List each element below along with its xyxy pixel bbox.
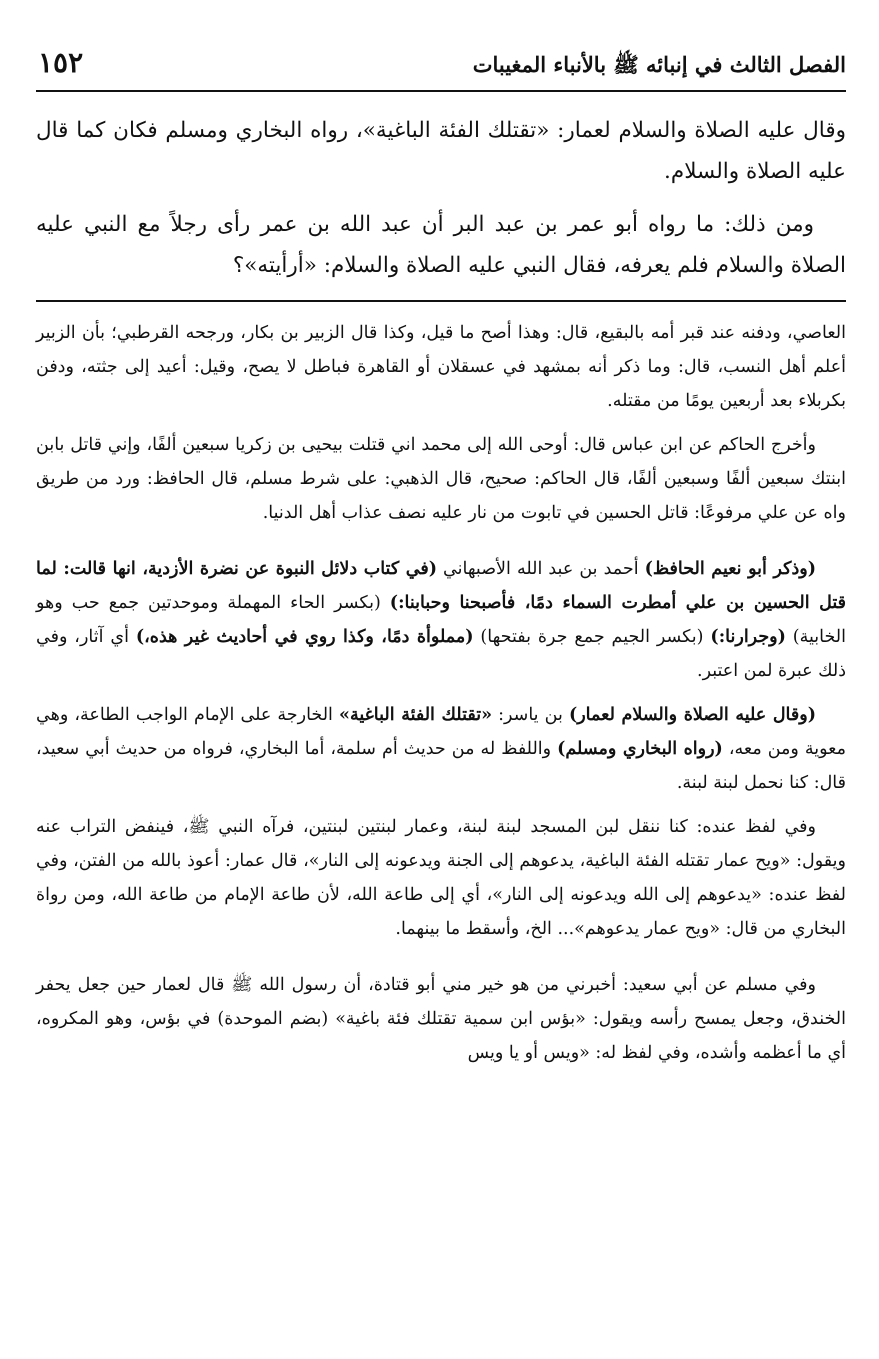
footnote-separator <box>36 300 846 302</box>
main-paragraph: وقال عليه الصلاة والسلام لعمار: «تقتلك الفئة الباغية»، رواه البخاري ومسلم فكان كما قال عليه الصلاة والسلام. <box>36 118 846 184</box>
note-text: (بكسر الحاء المهملة وموحدتين جمع حب وهو الخابية) <box>36 593 846 647</box>
note-bold-text: (في كتاب دلائل النبوة عن نضرة الأزدية، انها قالت: لما قتل الحسين بن علي أمطرت السماء دمًا، فأصبحنا وحبابنا:) <box>36 559 847 613</box>
running-title: الفصل الثالث في إنبائه ﷺ بالأنباء المغيبات <box>472 52 846 77</box>
note-bold-text: «تقتلك الفئة الباغية» <box>339 705 493 725</box>
note-paragraph: وفي مسلم عن أبي سعيد: أخبرني من هو خير مني أبو قتادة، أن رسول الله ﷺ قال لعمار حين جعل يحفر الخندق، وجعل يمسح رأسه ويقول: «بؤس ابن سمية تقتلك فئة باغية» (بضم الموحدة) في بؤس، وهو المكروه، أي ما أعظمه وأشده، وفي لفظ له: «ويس أو يا ويس <box>36 975 846 1063</box>
page-header <box>36 38 846 92</box>
note-text: (بكسر الجيم جمع جرة بفتحها) <box>473 627 711 647</box>
note-bold-text: (وذكر أبو نعيم الحافظ) <box>644 559 817 579</box>
note-paragraph <box>36 552 846 688</box>
note-text: واللفظ له من حديث أم سلمة، أما البخاري، فرواه من حديث أبي سعيد، قال: كنا نحمل لبنة لبنة. <box>36 739 846 793</box>
note-bold-text: (وجرارنا:) <box>710 627 786 647</box>
note-bold-text: (رواه البخاري ومسلم) <box>557 739 723 759</box>
main-text <box>36 110 846 286</box>
note-text: بن ياسر: <box>492 705 569 725</box>
note-text: أي آثار، وفي ذلك عبرة لمن اعتبر. <box>36 627 846 681</box>
commentary-notes <box>36 316 846 1070</box>
note-text: الخارجة على الإمام الواجب الطاعة، وهي معوية ومن معه، <box>36 705 846 759</box>
note-paragraph: وأخرج الحاكم عن ابن عباس قال: أوحى الله إلى محمد اني قتلت بيحيى بن زكريا سبعين ألفًا، وإني قاتل بابن ابنتك سبعين ألفًا وسبعين ألفًا، قال الحاكم: صحيح، قال الذهبي: على شرط مسلم، قال الحافظ: ورد من طريق واه عن علي مرفوعًا: قاتل الحسين في تابوت من نار عليه نصف عذاب أهل الدنيا. <box>36 435 846 523</box>
note-text: أحمد بن عبد الله الأصبهاني <box>437 559 645 579</box>
page-number: ١٥٢ <box>38 46 84 79</box>
note-paragraph <box>36 698 846 800</box>
main-paragraph: ومن ذلك: ما رواه أبو عمر بن عبد البر أن عبد الله بن عمر رأى رجلاً مع النبي عليه الصلاة والسلام فلم يعرفه، فقال النبي عليه الصلاة والسلام: «أرأيته»؟ <box>36 212 846 278</box>
note-bold-text: (وقال عليه الصلاة والسلام لعمار) <box>568 705 816 725</box>
note-bold-text: (مملوأة دمًا، وكذا روي في أحاديث غير هذه،) <box>135 627 474 647</box>
note-paragraph: العاصي، ودفنه عند قبر أمه بالبقيع، قال: وهذا أصح ما قيل، وكذا قال الزبير بن بكار، ورجحه القرطبي؛ بأن الزبير أعلم أهل النسب، قال: وما ذكر أنه بمشهد في عسقلان أو القاهرة فباطل لا يصح، وقيل: أعيد إلى جثته، ودفن بكربلاء بعد أربعين يومًا من مقتله. <box>36 323 846 411</box>
book-page <box>36 38 846 1080</box>
note-paragraph: وفي لفظ عنده: كنا ننقل لبن المسجد لبنة لبنة، وعمار لبنتين لبنتين، فرآه النبي ﷺ، فينفض التراب عنه ويقول: «ويح عمار تقتله الفئة الباغية، يدعوهم إلى الجنة ويدعونه إلى النار»، قال عمار: أعوذ بالله من الفتن، وفي لفظ عنده: «يدعوهم إلى الله ويدعونه إلى النار»، أي إلى طاعة الله، لأن طاعة الإمام من طاعة الله، ومن رواة البخاري من قال: «ويح عمار يدعوهم»... الخ، وأسقط ما بينهما. <box>36 817 846 939</box>
